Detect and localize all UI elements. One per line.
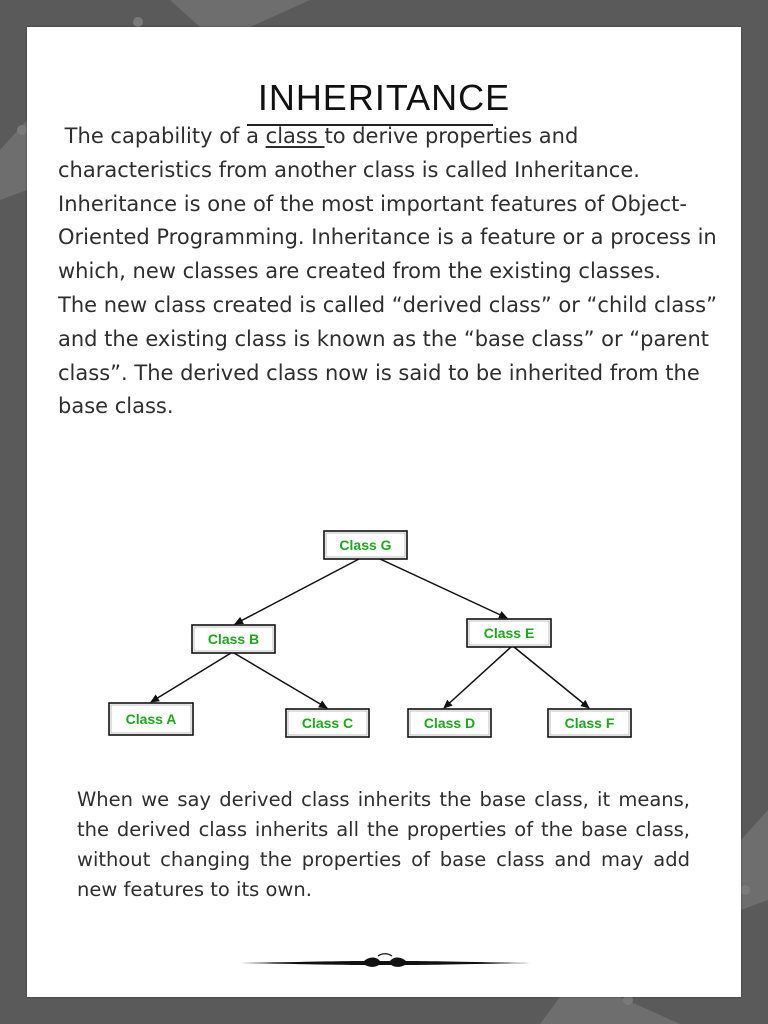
document-page <box>27 27 741 997</box>
node-class-e <box>467 619 551 647</box>
edge-e-f <box>514 647 589 708</box>
node-label-b: Class B <box>207 631 260 647</box>
inheritance-diagram <box>97 517 677 747</box>
node-label-e: Class E <box>483 625 535 641</box>
node-class-a <box>109 703 193 735</box>
page-title: INHERITANCE <box>257 77 511 118</box>
intro-text <box>58 120 718 424</box>
node-class-d <box>408 709 491 737</box>
node-label-g: Class G <box>339 537 392 553</box>
intro-p1-prefix: The capability of a <box>58 124 266 148</box>
node-label-d: Class D <box>423 715 476 731</box>
node-class-g <box>324 531 407 559</box>
node-class-b <box>192 625 275 653</box>
edge-e-d <box>444 647 511 708</box>
intro-paragraph-3: The new class created is called “derived class” or “child class” and the existing class is known as the “base class” or “parent class”. The derived class now is said to be inherited from the base class. <box>58 292 717 419</box>
node-class-c <box>286 709 369 737</box>
node-class-f <box>548 709 631 737</box>
flourish-divider-icon <box>240 953 530 973</box>
node-label-c: Class C <box>301 715 354 731</box>
edge-g-b <box>235 559 359 624</box>
node-label-f: Class F <box>564 715 615 731</box>
intro-paragraph-1 <box>58 120 718 188</box>
intro-p1-suffix: to derive properties and characteristics from another class is called Inheritance. <box>58 124 640 182</box>
class-link[interactable]: class <box>265 124 325 148</box>
edge-b-c <box>234 653 327 708</box>
edge-b-a <box>151 653 231 702</box>
node-label-a: Class A <box>125 711 177 727</box>
intro-paragraph-2: Inheritance is one of the most important features of Object-Oriented Programming. Inheritance is a feature or a process in which, new classes are created from the existing classes. <box>58 191 717 284</box>
outro-paragraph: When we say derived class inherits the base class, it means, the derived class inherits all the properties of the base class, without changing the properties of base class and may add new features to its own. <box>77 788 690 901</box>
edge-g-e <box>380 559 507 618</box>
